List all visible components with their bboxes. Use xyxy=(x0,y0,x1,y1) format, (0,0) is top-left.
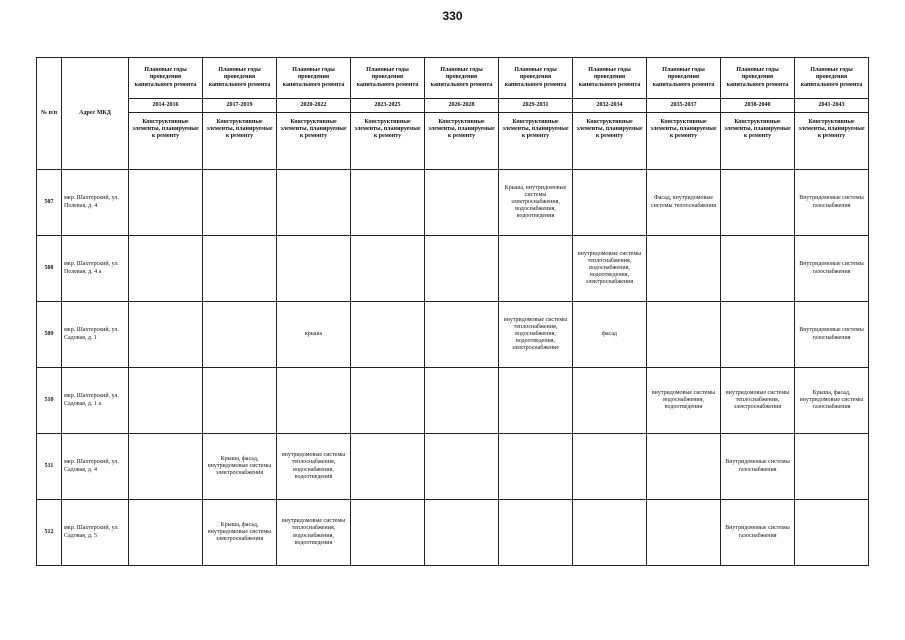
table-cell: Внутридомовые системы газоснабжения xyxy=(795,236,869,302)
table-header xyxy=(37,58,869,170)
header-planned-years: Плановые годы проведения капитального ремонта xyxy=(425,58,499,99)
header-address: Адрес МКД xyxy=(62,58,129,170)
header-period: 2035-2037 xyxy=(647,99,721,113)
table-cell xyxy=(425,500,499,566)
table-cell: Крыша, фасад, внутридомовые системы газоснабжения xyxy=(795,368,869,434)
table-cell xyxy=(425,368,499,434)
row-number: 511 xyxy=(37,434,62,500)
header-planned-years: Плановые годы проведения капитального ремонта xyxy=(499,58,573,99)
table-cell xyxy=(129,170,203,236)
table-cell xyxy=(203,236,277,302)
table-row xyxy=(37,302,869,368)
header-elements: Конструктивные элементы, планируемые к ремонту xyxy=(425,113,499,170)
table-cell: внутридомовые системы теплоснабжения, водоснабжения, водоотведения, электроснабжение xyxy=(499,302,573,368)
header-planned-years: Плановые годы проведения капитального ремонта xyxy=(351,58,425,99)
header-planned-years: Плановые годы проведения капитального ремонта xyxy=(203,58,277,99)
table-cell xyxy=(795,500,869,566)
table-row xyxy=(37,368,869,434)
row-address: мкр. Шахтерский, ул. Садовая, д. 1 а xyxy=(62,368,129,434)
table-cell xyxy=(499,500,573,566)
row-number: 507 xyxy=(37,170,62,236)
table-cell xyxy=(573,368,647,434)
row-address: мкр. Шахтерский, ул. Садовая, д. 4 xyxy=(62,434,129,500)
table-cell xyxy=(499,434,573,500)
table-cell: Крыша, фасад, внутридомовые системы электроснабжения xyxy=(203,434,277,500)
table-cell xyxy=(277,368,351,434)
table-cell: внутридомовые системы теплоснабжения, водоснабжения, водоотведения, электроснабжения xyxy=(573,236,647,302)
table-cell: Внутридомовые системы газоснабжения xyxy=(795,170,869,236)
table-cell xyxy=(351,500,425,566)
header-period: 2017-2019 xyxy=(203,99,277,113)
table-cell xyxy=(425,236,499,302)
table-row xyxy=(37,500,869,566)
header-row-elements xyxy=(37,113,869,170)
header-planned-years: Плановые годы проведения капитального ремонта xyxy=(277,58,351,99)
header-row-planned-years xyxy=(37,58,869,99)
table-cell: Внутридомовые системы газоснабжения xyxy=(721,500,795,566)
table-cell xyxy=(499,236,573,302)
header-elements: Конструктивные элементы, планируемые к ремонту xyxy=(499,113,573,170)
header-planned-years: Плановые годы проведения капитального ремонта xyxy=(573,58,647,99)
table-cell xyxy=(129,500,203,566)
table-cell xyxy=(351,368,425,434)
header-elements: Конструктивные элементы, планируемые к ремонту xyxy=(129,113,203,170)
table-cell xyxy=(277,236,351,302)
header-elements: Конструктивные элементы, планируемые к ремонту xyxy=(351,113,425,170)
header-elements: Конструктивные элементы, планируемые к ремонту xyxy=(795,113,869,170)
table-cell: внутридомовые системы теплоснабжения, водоснабжения, водоотведения xyxy=(277,500,351,566)
table-cell xyxy=(721,302,795,368)
capital-repair-table xyxy=(36,57,869,566)
header-period: 2023-2025 xyxy=(351,99,425,113)
header-elements: Конструктивные элементы, планируемые к ремонту xyxy=(721,113,795,170)
header-period: 2014-2016 xyxy=(129,99,203,113)
row-address: мкр. Шахтерский, ул. Садовая, д. 5 xyxy=(62,500,129,566)
row-address: мкр. Шахтерский, ул. Полевая, д. 4 xyxy=(62,170,129,236)
table-cell xyxy=(647,434,721,500)
table-row xyxy=(37,170,869,236)
row-number: 510 xyxy=(37,368,62,434)
header-period: 2038-2040 xyxy=(721,99,795,113)
table-cell: внутридомовые системы теплоснабжения, водоснабжения, водоотведения xyxy=(277,434,351,500)
table-row xyxy=(37,434,869,500)
table-cell xyxy=(203,368,277,434)
table-cell: внутридомовые системы теплоснабжения, электроснабжения xyxy=(721,368,795,434)
table-cell xyxy=(277,170,351,236)
table-cell xyxy=(425,434,499,500)
table-cell xyxy=(351,434,425,500)
page-number: 330 xyxy=(442,9,463,23)
header-period: 2026-2028 xyxy=(425,99,499,113)
table-cell xyxy=(647,302,721,368)
header-elements: Конструктивные элементы, планируемые к ремонту xyxy=(277,113,351,170)
table-cell xyxy=(129,302,203,368)
table-cell xyxy=(499,368,573,434)
table-cell xyxy=(721,236,795,302)
table-cell xyxy=(795,434,869,500)
table-cell xyxy=(425,302,499,368)
table-cell xyxy=(351,236,425,302)
table-row xyxy=(37,236,869,302)
table-cell: Крыша, внутридомовые системы электроснабжения, водоснабжения, водоотведения xyxy=(499,170,573,236)
row-address: мкр. Шахтерский, ул. Полевая, д. 4 а xyxy=(62,236,129,302)
header-planned-years: Плановые годы проведения капитального ремонта xyxy=(721,58,795,99)
header-elements: Конструктивные элементы, планируемые к ремонту xyxy=(203,113,277,170)
header-elements: Конструктивные элементы, планируемые к ремонту xyxy=(647,113,721,170)
header-period: 2020-2022 xyxy=(277,99,351,113)
table-cell xyxy=(573,500,647,566)
table-cell xyxy=(647,500,721,566)
header-planned-years: Плановые годы проведения капитального ремонта xyxy=(647,58,721,99)
table-cell xyxy=(129,434,203,500)
table-cell xyxy=(203,302,277,368)
table-cell: фасад xyxy=(573,302,647,368)
header-elements: Конструктивные элементы, планируемые к ремонту xyxy=(573,113,647,170)
row-number: 508 xyxy=(37,236,62,302)
header-period: 2032-2034 xyxy=(573,99,647,113)
table-cell xyxy=(351,170,425,236)
header-planned-years: Плановые годы проведения капитального ремонта xyxy=(795,58,869,99)
table-cell: Фасад, внутридомовые системы теплоснабжения xyxy=(647,170,721,236)
table-cell: крыша xyxy=(277,302,351,368)
table-cell xyxy=(425,170,499,236)
header-planned-years: Плановые годы проведения капитального ремонта xyxy=(129,58,203,99)
table-cell xyxy=(647,236,721,302)
table-cell: Внутридомовые системы газоснабжения xyxy=(795,302,869,368)
row-number: 512 xyxy=(37,500,62,566)
header-row-periods xyxy=(37,99,869,113)
header-period: 2029-2031 xyxy=(499,99,573,113)
table-cell: Внутридомовые системы газоснабжения xyxy=(721,434,795,500)
table-cell xyxy=(721,170,795,236)
table-cell: внутридомовые системы водоснабжения, водоотведения xyxy=(647,368,721,434)
table-cell xyxy=(129,236,203,302)
row-number: 509 xyxy=(37,302,62,368)
row-address: мкр. Шахтерский, ул. Садовая, д. 1 xyxy=(62,302,129,368)
table-body xyxy=(37,170,869,566)
table-cell: Крыша, фасад, внутридомовые системы электроснабжения xyxy=(203,500,277,566)
table-cell xyxy=(203,170,277,236)
header-num: № п/п xyxy=(37,58,62,170)
table-cell xyxy=(573,434,647,500)
table-cell xyxy=(129,368,203,434)
header-period: 2041-2043 xyxy=(795,99,869,113)
table-cell xyxy=(351,302,425,368)
table-cell xyxy=(573,170,647,236)
